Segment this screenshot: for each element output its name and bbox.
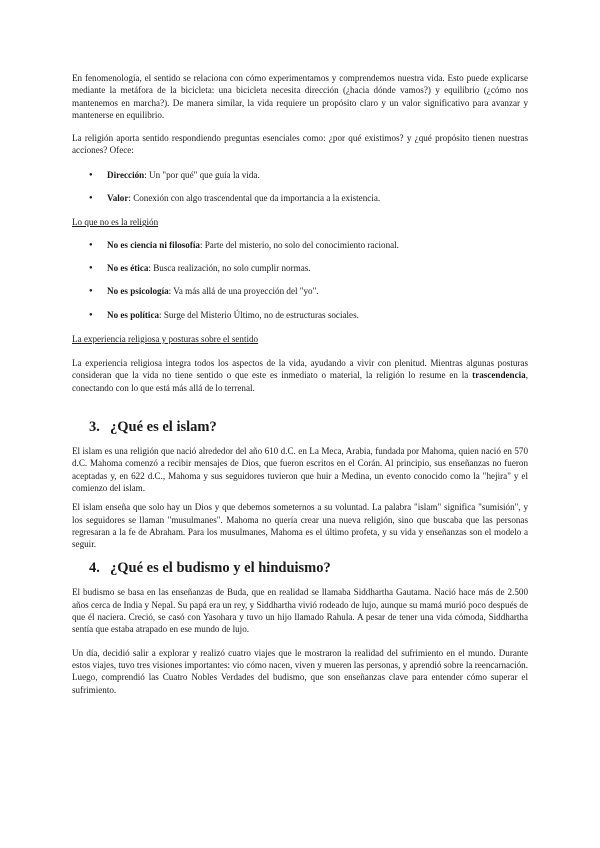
list-item: ● No es ciencia ni filosofía: Parte del misterio, no solo del conocimiento racional. xyxy=(72,239,528,251)
list-item: ● Dirección: Un "por qué" que guía la vida. xyxy=(72,169,528,181)
list-item: ● No es ética: Busca realización, no solo cumplir normas. xyxy=(72,262,528,274)
document-content xyxy=(72,72,528,696)
list-item: ● Valor: Conexión con algo trascendental que da importancia a la existencia. xyxy=(72,192,528,204)
list-item: ● No es psicología: Va más allá de una proyección del "yo". xyxy=(72,285,528,297)
islam-paragraph-2: El islam enseña que solo hay un Dios y que debemos someternos a su voluntad. La palabra "islam" significa "sumisión", y los seguidores se llaman "musulmanes". Mahoma no quería crear una nueva religión, sino que buscaba que las personas regresaran a la fe de Abraham. Para los musulmanes, Mahoma es el último profeta, y su vida y enseñanzas son el modelo a seguir. xyxy=(72,502,528,550)
intro-paragraph-1: En fenomenología, el sentido se relaciona con cómo experimentamos y comprendemos nuestra vida. Esto puede explicarse mediante la metáfora de la bicicleta: una bicicleta necesita dirección (¿hacia dónde vamos?) y equilibrio (¿cómo nos mantenemos en marcha?). De manera similar, la vida requiere un propósito claro y un valor significativo para avanzar y mantenerse en equilibrio. xyxy=(72,73,528,120)
heading-budismo: 4. ¿Qué es el budismo y el hinduismo? xyxy=(89,560,331,577)
intro-paragraph-2: La religión aporta sentido respondiendo preguntas esenciales como: ¿por qué existimos? y ¿qué propósito tienen nuestras acciones? Ofece: xyxy=(72,133,528,156)
islam-paragraph-1: El islam es una religión que nació alrededor del año 610 d.C. en La Meca, Arabia, fundada por Mahoma, quien nació en 570 d.C. Mahoma comenzó a recibir mensajes de Dios, que fueron escritos en el Corán. Al principio, sus enseñanzas no fueron aceptadas y, en 622 d.C., Mahoma y sus seguidores tuvieron que huir a Medina, un evento conocido como la "hejira" y el comienzo del islam. xyxy=(72,446,528,493)
section-heading-experience: La experiencia religiosa y posturas sobre el sentido xyxy=(72,333,259,344)
not-religion-list xyxy=(72,239,528,321)
meaning-list xyxy=(72,169,528,205)
section-heading-not-religion: Lo que no es la religión xyxy=(72,217,159,228)
heading-islam: 3. ¿Qué es el islam? xyxy=(89,419,217,436)
list-item: ● No es política: Surge del Misterio Último, no de estructuras sociales. xyxy=(72,309,528,321)
budismo-paragraph-2: Un día, decidió salir a explorar y realizó cuatro viajes que le mostraron la realidad del sufrimiento en el mundo. Durante estos viajes, tuvo tres visiones importantes: vio cómo nacen, viven y mueren las personas, y aprendió sobre la reencarnación. Luego, comprendió las Cuatro Nobles Verdades del budismo, que son enseñanzas clave para entender cómo superar el sufrimiento. xyxy=(72,647,528,695)
budismo-paragraph-1: El budismo se basa en las enseñanzas de Buda, que en realidad se llamaba Siddhartha Gautama. Nació hace más de 2.500 años cerca de India y Nepal. Su papá era un rey, y Siddhartha vivió rodeado de lujo, aunque su mamá murió poco después de que él naciera. Creció, se casó con Yasohara y tuvo un hijo llamado Rahula. A pesar de tener una vida cómoda, Siddhartha sentía que estaba atrapado en ese mundo de lujo. xyxy=(72,587,528,635)
experience-paragraph: La experiencia religiosa integra todos los aspectos de la vida, ayudando a vivir con plenitud. Mientras algunas posturas consideran que la vida no tiene sentido o que este es inmediato o material, la religión lo resume en la trascendencia, conectando con lo que está más allá de lo terrenal. xyxy=(72,358,528,393)
